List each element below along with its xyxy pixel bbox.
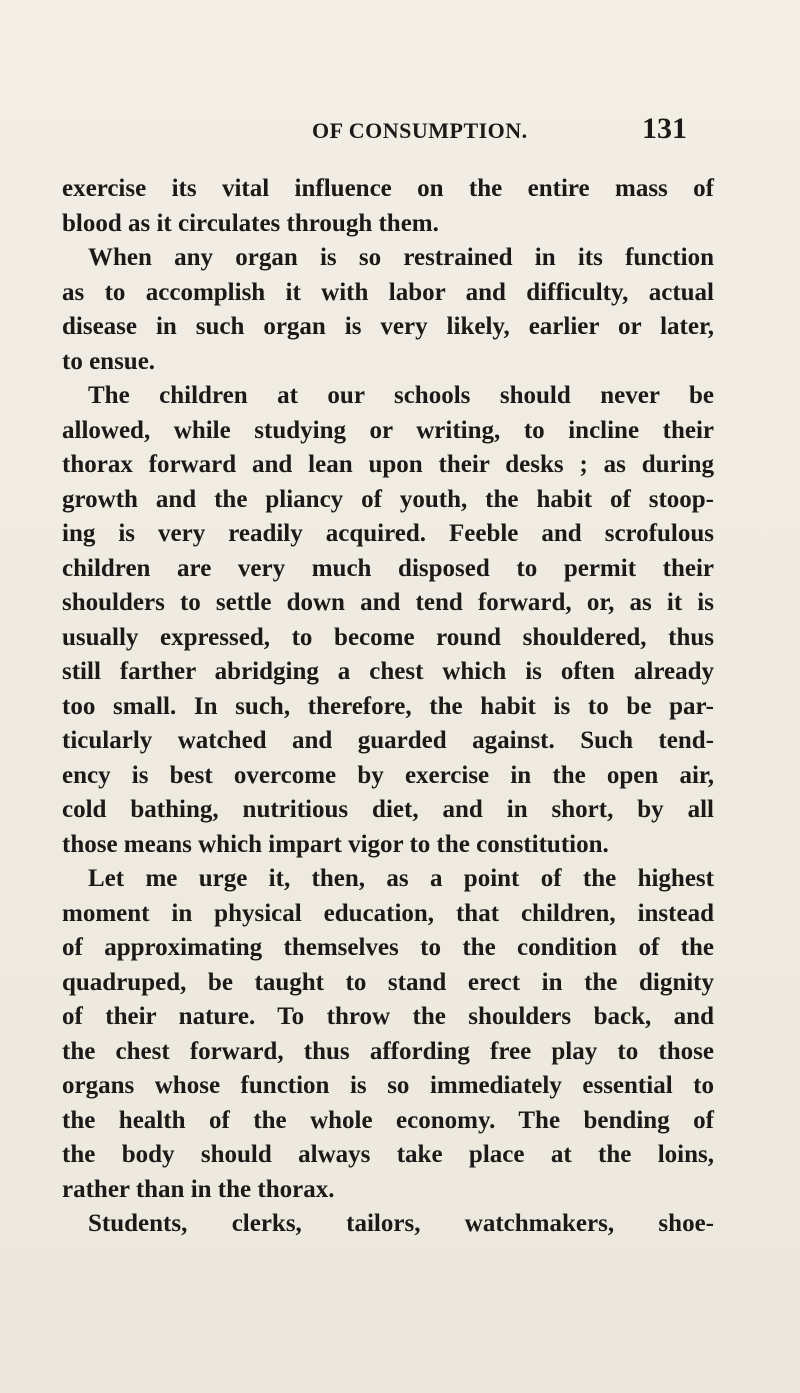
- text-line: disease in such organ is very likely, earlier or later,: [62, 313, 714, 340]
- text-line: ticularly watched and guarded against. Such tend-: [62, 727, 714, 754]
- text-line: of their nature. To throw the shoulders back, and: [62, 1003, 714, 1030]
- text-line: ing is very readily acquired. Feeble and scrofulous: [62, 520, 714, 547]
- page-number: 131: [642, 112, 687, 145]
- text-line: the body should always take place at the loins,: [62, 1141, 714, 1168]
- text-line: children are very much disposed to permit their: [62, 554, 714, 582]
- text-line: blood as it circulates through them.: [62, 209, 439, 237]
- text-line: organs whose function is so immediately essential to: [62, 1072, 714, 1099]
- text-line: the chest forward, thus affording free play to those: [62, 1037, 714, 1065]
- text-line: cold bathing, nutritious diet, and in short, by all: [62, 796, 714, 823]
- page-header: [0, 112, 800, 152]
- text-line: quadruped, be taught to stand erect in the dignity: [62, 968, 714, 996]
- text-line: moment in physical education, that children, instead: [62, 899, 714, 927]
- text-line: too small. In such, therefore, the habit is to be par-: [62, 692, 714, 720]
- text-line: those means which impart vigor to the constitution.: [62, 830, 609, 858]
- body-text: [62, 172, 714, 1242]
- text-line: rather than in the thorax.: [62, 1175, 335, 1203]
- text-line: shoulders to settle down and tend forward, or, as it is: [62, 589, 714, 616]
- text-line: Let me urge it, then, as a point of the highest: [88, 865, 714, 892]
- text-line: as to accomplish it with labor and difficulty, actual: [62, 278, 714, 306]
- text-line: usually expressed, to become round shouldered, thus: [62, 623, 714, 651]
- text-line: ency is best overcome by exercise in the open air,: [62, 761, 714, 789]
- text-line: exercise its vital influence on the entire mass of: [62, 175, 714, 202]
- text-line: of approximating themselves to the condition of the: [62, 934, 714, 961]
- text-line: Students, clerks, tailors, watchmakers, shoe-: [88, 1210, 714, 1237]
- text-line: The children at our schools should never be: [88, 382, 714, 409]
- text-line: the health of the whole economy. The bending of: [62, 1106, 714, 1134]
- text-line: allowed, while studying or writing, to incline their: [62, 416, 714, 444]
- text-line: to ensue.: [62, 347, 156, 375]
- text-line: still farther abridging a chest which is often already: [62, 658, 714, 685]
- running-head: OF CONSUMPTION.: [312, 118, 528, 143]
- text-line: When any organ is so restrained in its function: [88, 244, 714, 271]
- text-line: thorax forward and lean upon their desks ; as during: [62, 451, 714, 478]
- text-line: growth and the pliancy of youth, the habit of stoop-: [62, 485, 714, 513]
